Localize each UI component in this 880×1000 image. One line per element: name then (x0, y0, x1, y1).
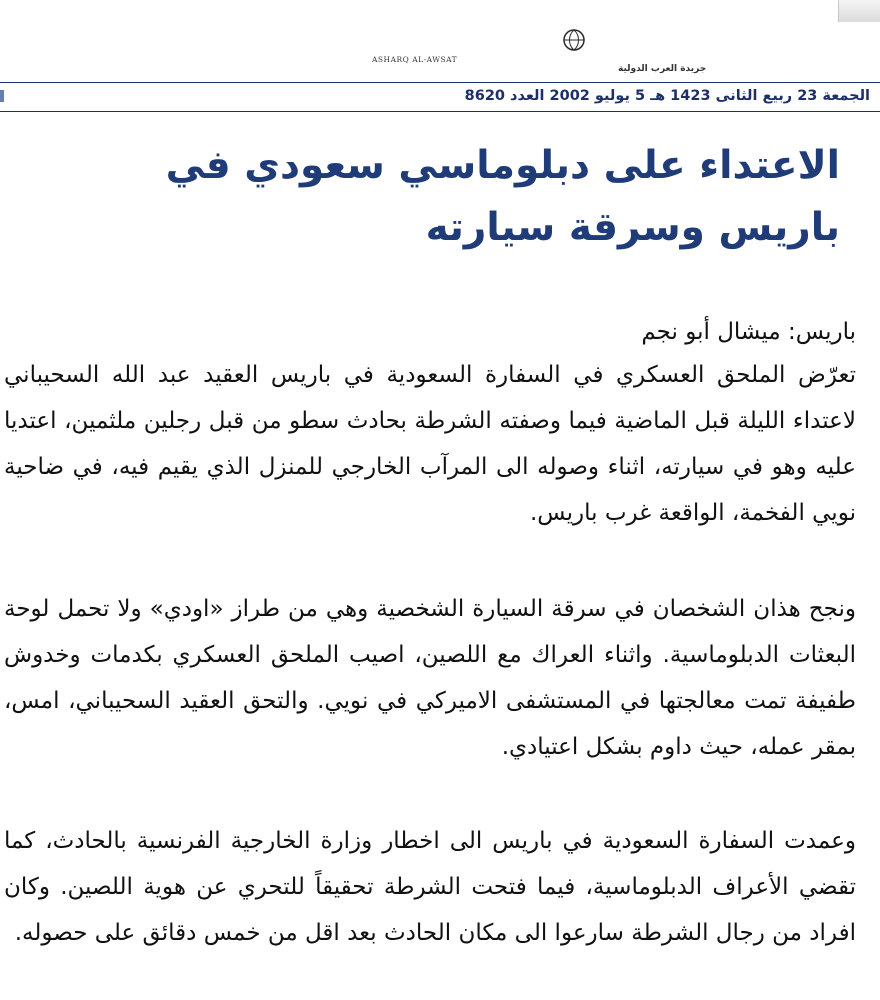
article-headline: الاعتداء على دبلوماسي سعودي في باريس وسرقة سيارته (165, 143, 840, 250)
dateline-rule (0, 111, 880, 112)
article-paragraph: تعرّض الملحق العسكري في السفارة السعودية في باريس العقيد عبد الله السحيباني لاعتداء الليلة قبل الماضية فيما وصفته الشرطة بحادث سطو من قبل رجلين ملثمين، اعتديا عليه وهو في سيارته، اثناء وصوله الى المرآب الخارجي للمنزل الذي يقيم فيه، في ضاحية نويي الفخمة، الواقعة غرب باريس. (4, 362, 856, 526)
logo-title (759, 10, 760, 61)
article-paragraph: وعمدت السفارة السعودية في باريس الى اخطار وزارة الخارجية الفرنسية بالحادث، كما تقضي الأعراف الدبلوماسية، فيما فتحت الشرطة تحقيقاً للتحري عن هوية اللصين. وكان افراد من رجال الشرطة سارعوا الى مكان الحادث بعد اقل من خمس دقائق على حصوله. (4, 828, 856, 946)
article-paragraph: ونجح هذان الشخصان في سرقة السيارة الشخصية وهي من طراز «اودي» ولا تحمل لوحة البعثات الدبلوماسية. واثناء العراك مع اللصين، اصيب الملحق العسكري بكدمات وخدوش طفيفة تمت معالجتها في المستشفى الاميركي في نويي. والتحق العقيد السحيباني، امس، بمقر عمله، حيث داوم بشكل اعتيادي. (4, 596, 856, 760)
issue-dateline: الجمعة 23 ربيع الثانى 1423 هـ 5 يوليو 2002 العدد 8620 (464, 88, 870, 104)
newspaper-logo[interactable] (368, 10, 760, 76)
logo-tagline: جريدة العرب الدولية (618, 64, 707, 74)
masthead (0, 0, 880, 82)
masthead-rule (0, 82, 880, 83)
page-edge-icon (0, 90, 4, 102)
article-byline: باريس: ميشال أبو نجم (641, 319, 856, 345)
corner-tab (838, 0, 880, 22)
logo-latin: ASHARQ AL-AWSAT (372, 55, 458, 64)
